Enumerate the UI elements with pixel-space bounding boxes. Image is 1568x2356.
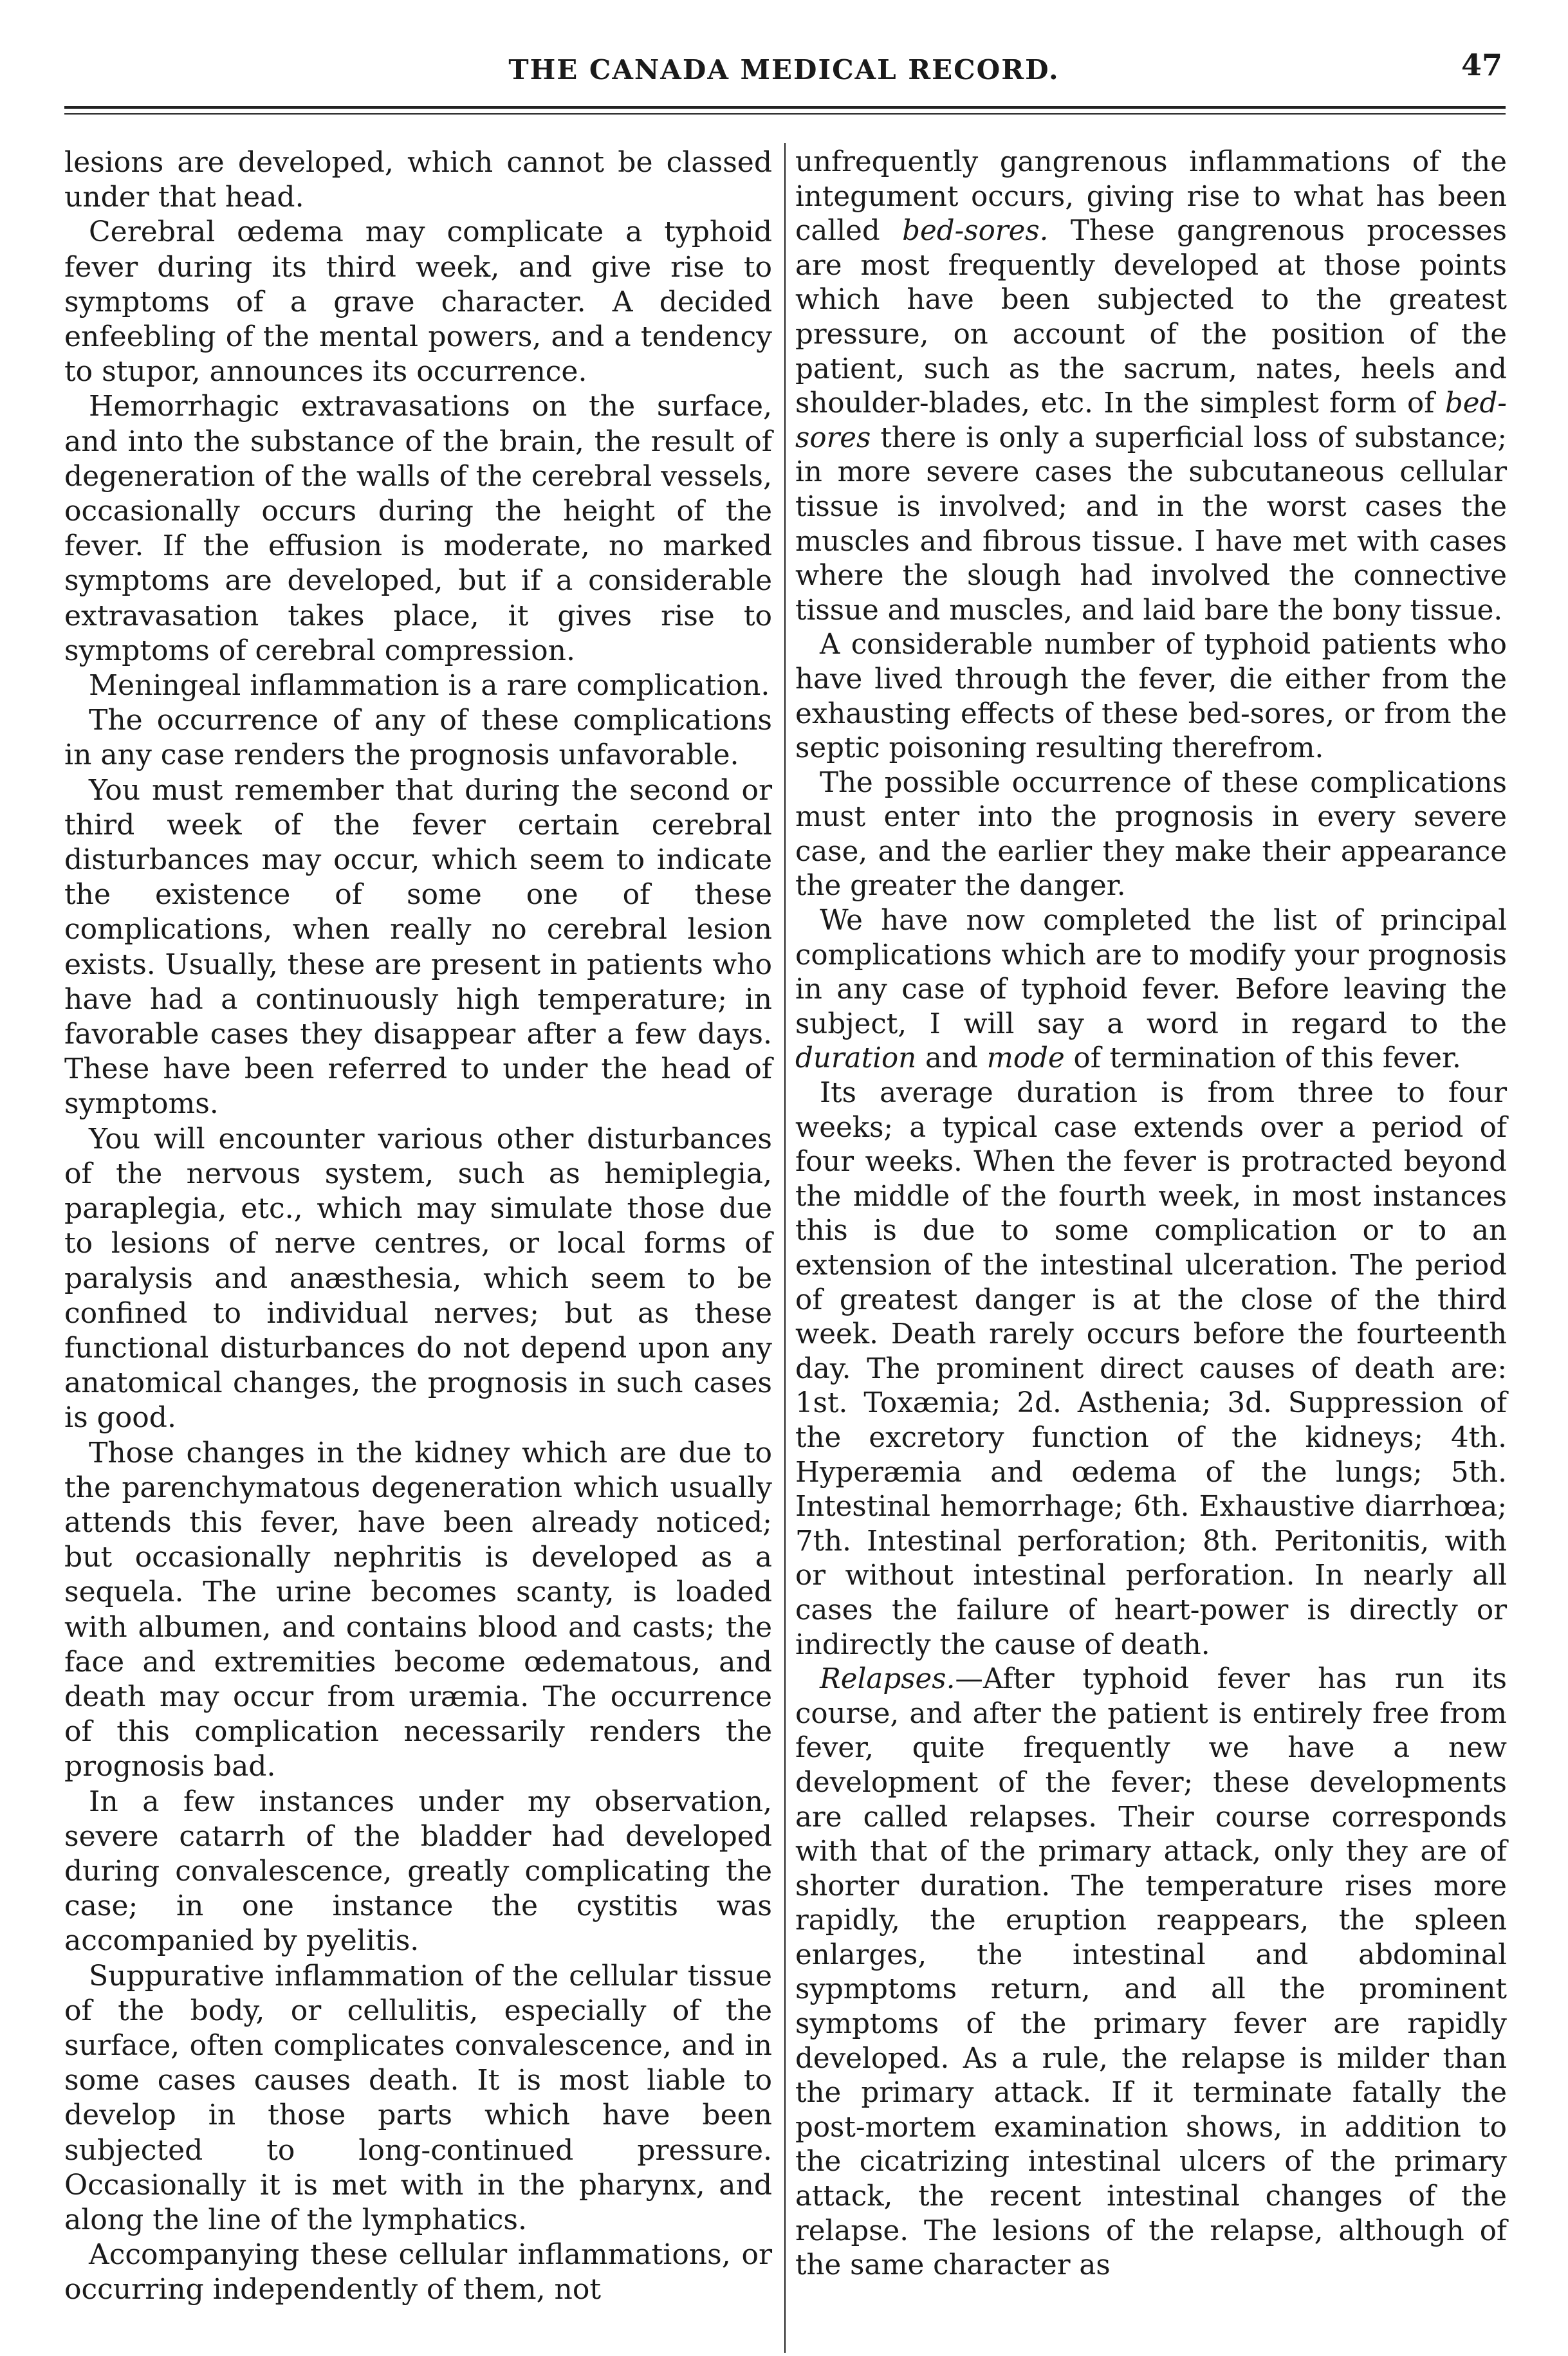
italic-term: bed-sores (795, 387, 1507, 454)
text-run: We have now completed the list of principal complications which are to modify your prognosis in any case of typhoid fever. Before leaving the subject, I will say a word in regard to the (795, 905, 1507, 1040)
paragraph: A considerable number of typhoid patients who have lived through the fever, die either from the exhausting effects of these bed-sores, or from the septic poisoning resulting therefrom. (795, 629, 1507, 765)
paragraph: Those changes in the kidney which are due to the parenchymatous degeneration which usually attends this fever, have been already noticed; but occasionally nephritis is developed as a sequela. The urine becomes scanty, is loaded with albumen, and contains blood and casts; the face and extremities become œdematous, and death may occur from uræmia. The occurrence of this complication necessarily renders the prognosis bad. (64, 1436, 772, 1783)
paragraph: Suppurative inflammation of the cellular tissue of the body, or cellulitis, especially of the surface, often complicates convalescence, and in some cases causes death. It is most liable to develop in those parts which have been subjected to long-continued pressure. Occasionally it is met with in the pharynx, and along the line of the lymphatics. (64, 1959, 772, 2236)
text-run: unfrequently gangrenous inflammations of the integument occurs, giving rise to what has been called (795, 146, 1507, 248)
paragraph: Its average duration is from three to four weeks; a typical case extends over a period of four weeks. When the fever is protracted beyond the middle of the fourth week, in most instances this is due to some complication or to an extension of the intestinal ulceration. The period of greatest danger is at the close of the third week. Death rarely occurs before the fourteenth day. The prominent direct causes of death are: 1st. Toxæmia; 2d. Asthenia; 3d. Suppression of the excretory function of the kidneys; 4th. Hyperæmia and œdema of the lungs; 5th. Intestinal hemorrhage; 6th. Exhaustive diarrhœa; 7th. Intestinal perforation; 8th. Peritonitis, with or without intestinal perforation. In nearly all cases the failure of heart-power is directly or indirectly the cause of death. (795, 1077, 1507, 1661)
right-column (795, 145, 1507, 2283)
text-run: and (916, 1042, 987, 1075)
header-rule (64, 106, 1506, 109)
column-divider (784, 143, 786, 2353)
text-run: These gangrenous processes are most frequently developed at those points which have been subjected to the greatest pressure, on account of the position of the patient, such as the sacrum, nates, heels and shoulder-blades, etc. In the simplest form of (795, 215, 1507, 420)
paragraph-bed-sores (795, 145, 1507, 628)
paragraph: Accompanying these cellular inflammations, or occurring independently of them, not (64, 2238, 772, 2306)
italic-term: duration (795, 1042, 917, 1075)
paragraph: The occurrence of any of these complications in any case renders the prognosis unfavorable. (64, 704, 772, 772)
paragraph: lesions are developed, which cannot be classed under that head. (64, 146, 772, 214)
paragraph-duration (795, 904, 1507, 1076)
paragraph: Meningeal inflammation is a rare complication. (89, 669, 770, 703)
text-run: there is only a superficial loss of substance; in more severe cases the subcutaneous cellular tissue is involved; and in the worst cases the muscles and fibrous tissue. I have met with cases where the slough had involved the connective tissue and muscles, and laid bare the bony tissue. (795, 421, 1507, 627)
paragraph-relapses (795, 1662, 1507, 2283)
page-header (0, 0, 1568, 122)
running-title: THE CANADA MEDICAL RECORD. (508, 54, 1060, 86)
left-column (64, 145, 772, 2308)
header-rule-thin (64, 113, 1506, 115)
paragraph: Hemorrhagic extravasations on the surface, and into the substance of the brain, the result of degeneration of the walls of the cerebral vessels, occasionally occurs during the height of the fever. If the effusion is moderate, no marked symptoms are developed, but if a considerable extravasation takes place, it gives rise to symptoms of cerebral compression. (64, 390, 772, 667)
italic-term: mode (986, 1042, 1065, 1075)
paragraph: The possible occurrence of these complications must enter into the prognosis in every severe case, and the earlier they make their appearance the greater the danger. (795, 766, 1507, 903)
section-heading: Relapses. (820, 1663, 955, 1696)
paragraph: You must remember that during the second or third week of the fever certain cerebral disturbances may occur, which seem to indicate the existence of some one of these complications, when really no cerebral lesion exists. Usually, these are present in patients who have had a continuously high temperature; in favorable cases they disappear after a few days. These have been referred to under the head of symptoms. (64, 773, 772, 1121)
paragraph: In a few instances under my observation, severe catarrh of the bladder had developed during convalescence, greatly complicating the case; in one instance the cystitis was accompanied by pyelitis. (64, 1785, 772, 1958)
text-run: of termination of this fever. (1064, 1042, 1461, 1075)
text-run: —After typhoid fever has run its course, and after the patient is entirely free from fever, quite frequently we have a new development of the fever; these developments are called relapses. Their course corresponds with that of the primary attack, only they are of shorter duration. The temperature rises more rapidly, the eruption reappears, the spleen enlarges, the intestinal and abdominal sypmptoms return, and all the prominent symptoms of the primary fever are rapidly developed. As a rule, the relapse is milder than the primary attack. If it terminate fatally the post-mortem examination shows, in addition to the cicatrizing intestinal ulcers of the primary attack, the recent intestinal changes of the relapse. The lesions of the relapse, although of the same character as (795, 1663, 1507, 2282)
italic-term: bed-sores. (902, 215, 1049, 248)
paragraph: You will encounter various other disturbances of the nervous system, such as hemiplegia, paraplegia, etc., which may simulate those due to lesions of nerve centres, or local forms of paralysis and anæsthesia, which seem to be confined to individual nerves; but as these functional disturbances do not depend upon any anatomical changes, the prognosis in such cases is good. (64, 1122, 772, 1435)
page-number: 47 (1461, 48, 1502, 82)
paragraph: Cerebral œdema may complicate a typhoid fever during its third week, and give rise to symptoms of a grave character. A decided enfeebling of the mental powers, and a tendency to stupor, announces its occurrence. (64, 216, 772, 389)
